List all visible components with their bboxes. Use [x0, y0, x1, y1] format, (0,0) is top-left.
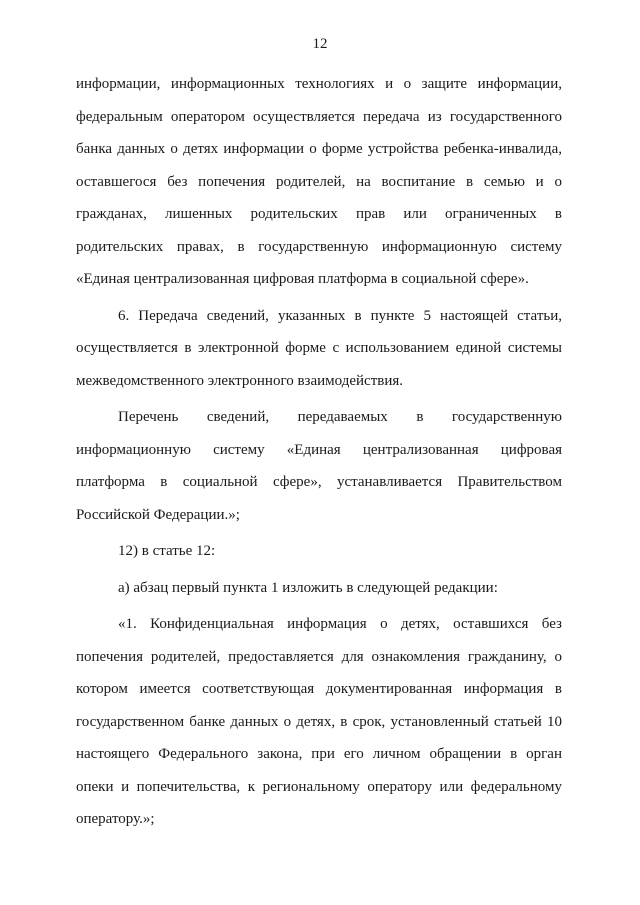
paragraph — [76, 608, 562, 836]
paragraph — [76, 68, 562, 296]
text-line: оставшегося без попечения родителей, на воспитание в семью и о — [76, 173, 562, 190]
text-line: информации, информационных технологиях и о защите информации, — [76, 76, 562, 92]
text-line: платформа в социальной сфере», устанавливается Правительством — [76, 474, 562, 490]
text-line: банка данных о детях информации о форме устройства ребенка-инвалида, — [76, 141, 562, 157]
text-line: 6. Передача сведений, указанных в пункте 5 настоящей статьи, — [118, 307, 562, 324]
paragraph — [76, 401, 562, 531]
text-line: осуществляется в электронной форме с использованием единой системы — [76, 340, 562, 356]
text-line: опеки и попечительства, к региональному оператору или федеральному — [76, 778, 562, 795]
page-number: 12 — [312, 36, 328, 52]
text-line: федеральным оператором осуществляется передача из государственного — [76, 108, 562, 125]
paragraph — [76, 572, 562, 605]
text-line: Российской Федерации.»; — [76, 506, 240, 523]
paragraph — [76, 535, 562, 568]
paragraph — [76, 300, 562, 398]
text-line: Перечень сведений, передаваемых в государственную — [118, 409, 562, 425]
text-line: информационную систему «Единая централизованная цифровая — [76, 441, 562, 458]
text-line: а) абзац первый пункта 1 изложить в следующей редакции: — [118, 579, 498, 596]
text-line: оператору.»; — [76, 811, 155, 827]
text-line: настоящего Федерального закона, при его личном обращении в орган — [76, 746, 562, 762]
text-line: 12) в статье 12: — [118, 543, 216, 559]
text-line: родительских правах, в государственную информационную систему — [76, 238, 562, 255]
text-line: государственном банке данных о детях, в срок, установленный статьей 10 — [76, 713, 562, 730]
text-line: котором имеется соответствующая документированная информация в — [76, 681, 562, 697]
text-line: межведомственного электронного взаимодействия. — [76, 372, 404, 389]
text-line: попечения родителей, предоставляется для ознакомления гражданину, о — [76, 648, 562, 665]
text-line: «Единая централизованная цифровая платформа в социальной сфере». — [76, 271, 529, 287]
document-body — [76, 68, 562, 836]
text-line: «1. Конфиденциальная информация о детях, оставшихся без — [118, 616, 562, 632]
text-line: гражданах, лишенных родительских прав или ограниченных в — [76, 206, 562, 222]
